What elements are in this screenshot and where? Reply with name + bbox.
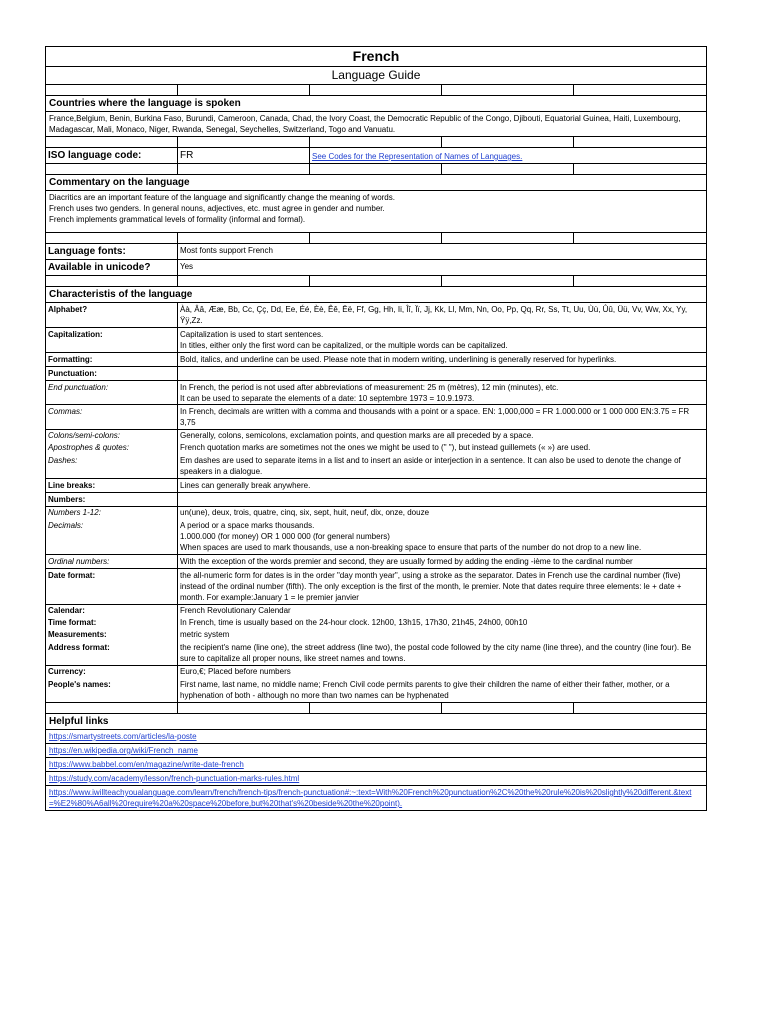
measurements-label: Measurements:: [46, 629, 178, 641]
links-heading-row: [46, 714, 706, 730]
unicode-row: [46, 260, 706, 276]
currency-value: Euro,€; Placed before numbers: [180, 667, 291, 676]
commas-value: In French, decimals are written with a comma and thousands with a point or a space. EN: 1,000,000 = FR 1.000.000 or 1 000 000 EN:3.75 = FR 3,75: [180, 407, 690, 427]
capitalization-row: [46, 328, 706, 353]
link-row: [46, 758, 706, 772]
colons-label: Colons/semi-colons:: [46, 430, 178, 442]
line-breaks-row: [46, 479, 706, 493]
line-breaks-label: Line breaks:: [46, 479, 178, 492]
end-punctuation-line: It can be used to separate the elements of a date: 10 septembre 1973 = 10.9.1973.: [180, 394, 475, 403]
spacer-row: [46, 703, 706, 714]
apostrophes-row: [46, 442, 706, 454]
numbers-label: Numbers:: [46, 493, 178, 506]
time-format-value: In French, time is usually based on the 24-hour clock. 12h00, 13h15, 17h30, 21h45, 24h00, 00h10: [180, 618, 528, 627]
iso-row: [46, 148, 706, 164]
countries-row: [46, 112, 706, 137]
measurements-value: metric system: [180, 630, 230, 639]
end-punctuation-line: In French, the period is not used after abbreviations of measurement: 25 m (mètres), 12 min (minutes), etc.: [180, 383, 559, 392]
currency-label: Currency:: [46, 666, 178, 678]
spacer-row: [46, 137, 706, 148]
apostrophes-value: French quotation marks are sometimes not the ones we might be used to (" "), but instead guillemets (« ») are used.: [180, 443, 591, 452]
commentary-line: French uses two genders. In general nouns, adjectives, etc. must agree in gender and number.: [49, 204, 385, 213]
alphabet-label: Alphabet?: [46, 303, 178, 327]
calendar-row: [46, 605, 706, 617]
countries-heading: Countries where the language is spoken: [49, 98, 241, 109]
dashes-row: [46, 454, 706, 479]
calendar-label: Calendar:: [46, 605, 178, 617]
punctuation-label: Punctuation:: [46, 367, 178, 380]
formatting-value: Bold, italics, and underline can be used. Please note that in modern writing, underlining is generally reserved for hyperlinks.: [180, 355, 617, 364]
time-format-label: Time format:: [46, 617, 178, 629]
end-punctuation-label: End punctuation:: [46, 381, 178, 404]
countries-heading-row: [46, 96, 706, 112]
date-format-value: the all-numeric form for dates is in the order "day month year", using a stroke as the separator. Dates in French use the cardinal number (five) instead of the ordinal number (fifth). The only exception is the first of the month, le premier. Note that dates require three elements: le + date + month. For example:January 1 = le premier janvier: [180, 571, 682, 602]
spacer-row: [46, 85, 706, 96]
dashes-label: Dashes:: [46, 454, 178, 478]
subtitle-row: [46, 67, 706, 85]
capitalization-line: Capitalization is used to start sentences.: [180, 330, 324, 339]
numbers-1-12-value: un(une), deux, trois, quatre, cinq, six, sept, huit, neuf, dix, onze, douze: [180, 508, 430, 517]
language-guide-sheet: [45, 46, 707, 811]
unicode-value: Yes: [180, 262, 194, 271]
link-row: [46, 772, 706, 786]
end-punctuation-row: [46, 381, 706, 405]
dashes-value: Em dashes are used to separate items in a list and to insert an aside or interjection in a sentence. It can also be used to denote the change of speakers in a dialogue.: [180, 456, 681, 476]
address-format-value: the recipient's name (line one), the street address (line two), the postal code followed by the city name (line three), and the country (line four). Be sure to capitalize all proper nouns, like street names and towns.: [180, 643, 692, 663]
helpful-link[interactable]: https://study.com/academy/lesson/french-punctuation-marks-rules.html: [49, 774, 300, 783]
ordinal-value: With the exception of the words premier and second, they are usually formed by adding the ending -ième to the cardinal number: [180, 557, 633, 566]
helpful-link[interactable]: https://www.iwillteachyoualanguage.com/learn/french/french-tips/french-punctuation#:~:text=With%20French%20punctuation%2C%20the%20rule%20is%20slightly%20different.&text=%E2%80%A6all%20require%20a%20space%20before,but%20that's%20beside%20the%20point).: [49, 788, 692, 808]
calendar-value: French Revolutionary Calendar: [180, 606, 291, 615]
formatting-label: Formatting:: [46, 353, 178, 366]
fonts-row: [46, 244, 706, 260]
decimals-line: A period or a space marks thousands.: [180, 521, 315, 530]
commentary-heading: Commentary on the language: [49, 177, 190, 188]
decimals-line: When spaces are used to mark thousands, use a non-breaking space to ensure that parts of the number do not drop to a new line.: [180, 543, 642, 552]
iso-codes-link[interactable]: See Codes for the Representation of Names of Languages.: [312, 152, 523, 161]
link-row: [46, 744, 706, 758]
colons-value: Generally, colons, semicolons, exclamation points, and question marks are all preceded by a space.: [180, 431, 534, 440]
line-breaks-value: Lines can generally break anywhere.: [180, 481, 311, 490]
helpful-link[interactable]: https://en.wikipedia.org/wiki/French_name: [49, 746, 198, 755]
ordinal-label: Ordinal numbers:: [46, 555, 178, 568]
iso-label: ISO language code:: [46, 148, 178, 163]
alphabet-value: Àà, Ââ, Ææ, Bb, Cc, Çç, Dd, Ee, Éé, Èè, Êê, Ëë, Ff, Gg, Hh, Ii, Îî, Ïï, Jj, Kk, Ll, Mm, Nn, Oo, Pp, Qq, Rr, Ss, Tt, Uu, Ùù, Ûû, Üü, Vv, Ww, Xx, Yy, Ÿÿ,Zz.: [180, 305, 688, 325]
ordinal-row: [46, 555, 706, 569]
date-format-row: [46, 569, 706, 605]
colons-row: [46, 430, 706, 442]
page-subtitle: Language Guide: [331, 68, 421, 82]
links-heading: Helpful links: [49, 716, 109, 727]
commas-label: Commas:: [46, 405, 178, 429]
decimals-label: Decimals:: [46, 519, 178, 554]
fonts-label: Language fonts:: [46, 244, 178, 259]
address-format-label: Address format:: [46, 641, 178, 665]
punctuation-row: [46, 367, 706, 381]
characteristics-heading-row: [46, 287, 706, 303]
unicode-label: Available in unicode?: [46, 260, 178, 275]
peoples-names-label: People's names:: [46, 678, 178, 702]
countries-text: France,Belgium, Benin, Burkina Faso, Burundi, Cameroon, Canada, Chad, the Ivory Coast, the Democratic Republic of the Congo, Djibouti, Equatorial Guinea, Haiti, Luxembourg, Madagascar, Mali, Monaco, Niger, Rwanda, Senegal, Seychelles, Switzerland, Togo and Vanuatu.: [49, 114, 681, 134]
capitalization-label: Capitalization:: [46, 328, 178, 352]
helpful-link[interactable]: https://smartystreets.com/articles/la-poste: [49, 732, 197, 741]
decimals-line: 1.000.000 (for money) OR 1 000 000 (for general numbers): [180, 532, 390, 541]
commentary-line: Diacritics are an important feature of the language and significantly change the meaning of words.: [49, 193, 395, 202]
title-row: [46, 47, 706, 67]
fonts-value: Most fonts support French: [180, 246, 273, 255]
link-row: [46, 730, 706, 744]
capitalization-line: In titles, either only the first word can be capitalized, or the multiple words can be capitalized.: [180, 341, 508, 350]
alphabet-row: [46, 303, 706, 328]
numbers-1-12-label: Numbers 1-12:: [46, 507, 178, 519]
time-format-row: [46, 617, 706, 629]
numbers-row: [46, 493, 706, 507]
commentary-line: French implements grammatical levels of formality (informal and formal).: [49, 215, 306, 224]
peoples-names-value: First name, last name, no middle name; French Civil code permits parents to give their children the name of either their father, mother, or a hyphenation of both - although no more than two names can be hyphenated: [180, 680, 670, 700]
spacer-row: [46, 233, 706, 244]
commentary-heading-row: [46, 175, 706, 191]
numbers-1-12-row: [46, 507, 706, 519]
peoples-names-row: [46, 678, 706, 703]
formatting-row: [46, 353, 706, 367]
helpful-link[interactable]: https://www.babbel.com/en/magazine/write-date-french: [49, 760, 244, 769]
decimals-row: [46, 519, 706, 555]
page-title: French: [352, 48, 400, 64]
iso-code: FR: [178, 148, 310, 163]
measurements-row: [46, 629, 706, 641]
date-format-label: Date format:: [46, 569, 178, 604]
address-format-row: [46, 641, 706, 666]
apostrophes-label: Apostrophes & quotes:: [46, 442, 178, 454]
characteristics-heading: Characteristis of the language: [49, 289, 193, 300]
commas-row: [46, 405, 706, 430]
spacer-row: [46, 276, 706, 287]
link-row: [46, 786, 706, 810]
commentary-row: [46, 191, 706, 233]
currency-row: [46, 666, 706, 678]
spacer-row: [46, 164, 706, 175]
